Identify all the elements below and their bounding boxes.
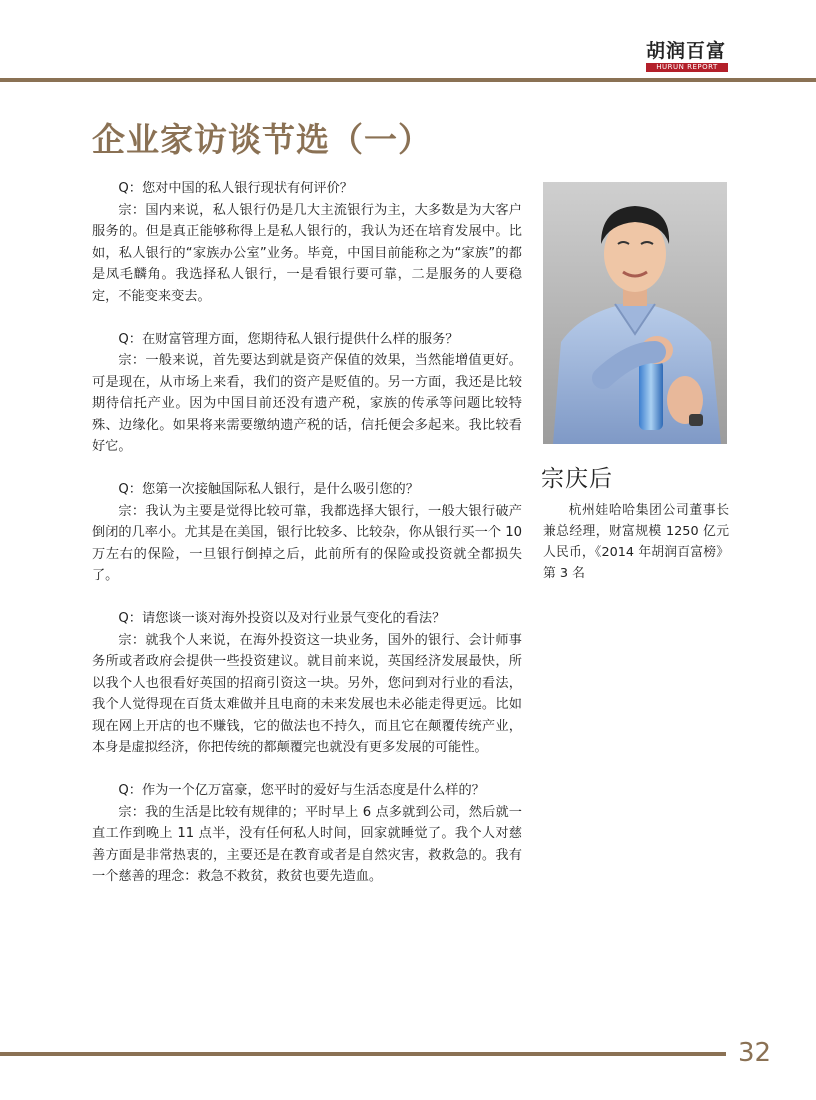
brand-logo-cn: 胡润百富: [646, 40, 727, 62]
answer: 宗：就我个人来说，在海外投资这一块业务，国外的银行、会计师事务所或者政府会提供一些投资建议。就目前来说，英国经济发展最快，所以我个人也很看好英国的招商引资这一块。另外，您问到对行业的看法，我个人觉得现在百货太难做并且电商的未来发展也未必能走得更远。比如现在网上开店的也不赚钱，它的做法也不持久，而且它在颠覆传统产业，本身是虚拟经济，你把传统的都颠覆完也就没有更多发展的可能性。: [92, 632, 522, 755]
question: Q：您对中国的私人银行现状有何评价？: [118, 181, 353, 196]
question: Q：您第一次接触国际私人银行，是什么吸引您的？: [118, 482, 419, 497]
interview-text: [92, 178, 522, 909]
page-number: 32: [738, 1038, 772, 1068]
header-rule: [0, 78, 816, 82]
answer: 宗：我的生活是比较有规律的；平时早上 6 点多就到公司，然后就一直工作到晚上 11 点半，没有任何私人时间，回家就睡觉了。我个人对慈善方面是非常热衷的，主要还是在教育或者是自然灾害，救救急的。我有一个慈善的理念：救急不救贫，救贫也要先造血。: [92, 804, 522, 884]
brand-logo-en: HURUN REPORT: [646, 63, 728, 72]
answer: 宗：一般来说，首先要达到就是资产保值的效果，当然能增值更好。可是现在，从市场上来看，我们的资产是贬值的。另一方面，我还是比较期待信托产业。因为中国目前还没有遗产税，家族的传承等问题比较特殊、边缘化。如果将来需要缴纳遗产税的话，信托便会多起来。我比较看好它。: [92, 353, 522, 454]
qa-block: [92, 608, 522, 759]
footer-rule: [0, 1052, 726, 1056]
question: Q：在财富管理方面，您期待私人银行提供什么样的服务？: [118, 331, 459, 347]
qa-block: [92, 780, 522, 888]
answer: 宗：国内来说，私人银行仍是几大主流银行为主，大多数是为大客户服务的。但是真正能够称得上是私人银行的，我认为还在培育发展中。比如，私人银行的“家族办公室”业务。毕竟，中国目前能称之为“家族”的都是凤毛麟角。我选择私人银行，一是看银行要可靠，二是服务的人要稳定，不能变来变去。: [92, 202, 522, 304]
portrait-photo: [543, 182, 727, 444]
answer: 宗：我认为主要是觉得比较可靠，我都选择大银行，一般大银行破产倒闭的几率小。尤其是在美国，银行比较多、比较杂，你从银行买一个 10 万左右的保险，一旦银行倒掉之后，此前所有的保险或投资就全都损失了。: [92, 503, 522, 583]
person-caption: 杭州娃哈哈集团公司董事长兼总经理，财富规模 1250 亿元人民币，《2014 年胡润百富榜》第 3 名: [543, 503, 729, 581]
person-name: 宗庆后: [541, 466, 613, 492]
qa-block: [92, 329, 522, 458]
brand-logo: [646, 40, 728, 72]
page-title: 企业家访谈节选（一）: [92, 120, 432, 159]
qa-block: [92, 479, 522, 587]
question: Q：作为一个亿万富豪，您平时的爱好与生活态度是什么样的？: [118, 783, 485, 798]
question: Q：请您谈一谈对海外投资以及对行业景气变化的看法？: [118, 611, 446, 626]
qa-block: [92, 178, 522, 307]
